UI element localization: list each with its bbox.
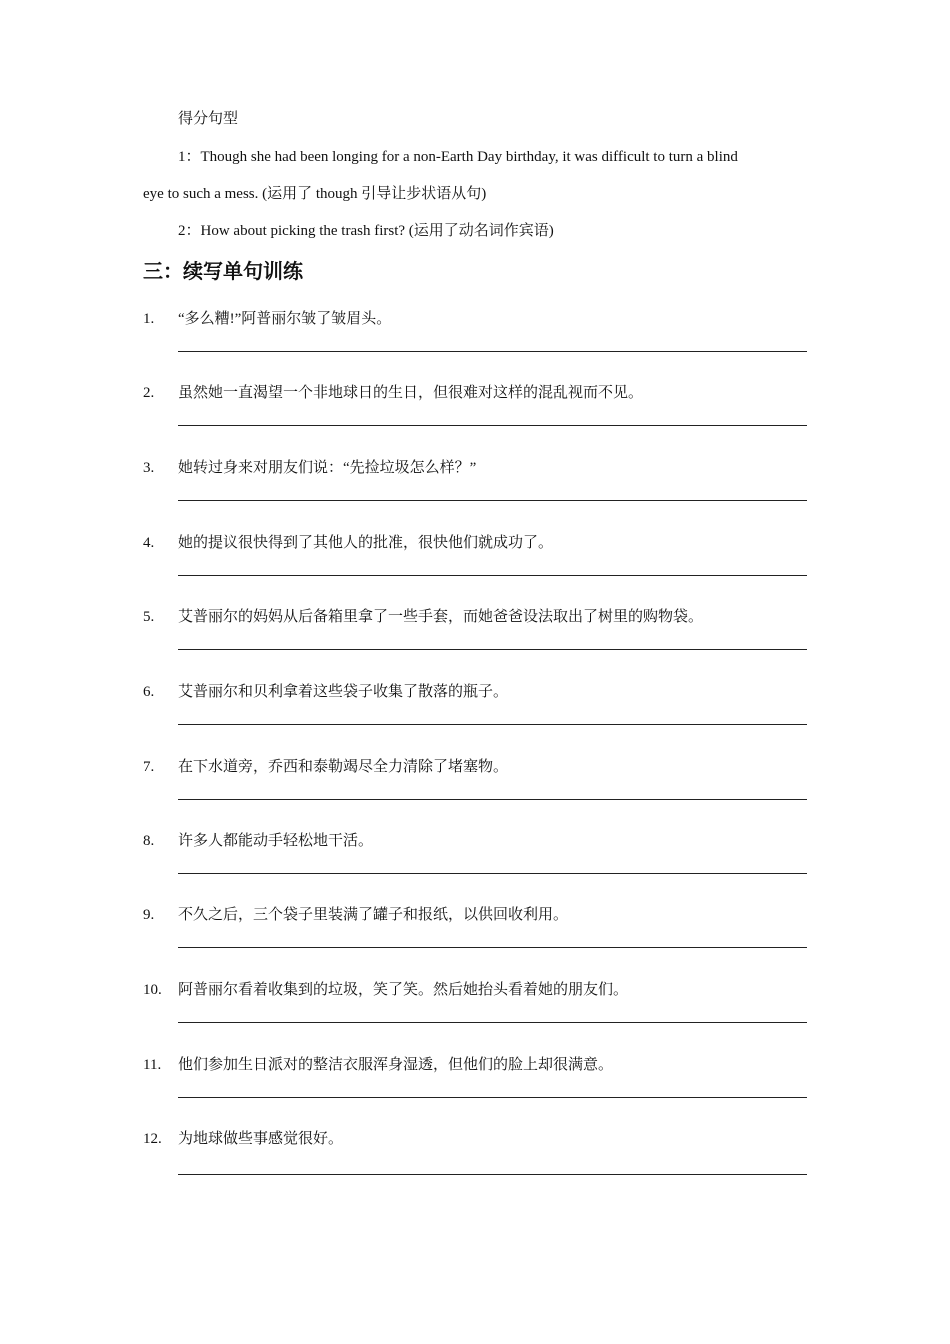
answer-blank[interactable] [178,1022,807,1023]
exercise-prompt: 不久之后，三个袋子里装满了罐子和报纸，以供回收利用。 [178,907,569,923]
exercise-number: 2. [143,385,155,401]
exercise-prompt: 在下水道旁，乔西和泰勒竭尽全力清除了堵塞物。 [178,759,509,775]
score-pattern-1-line-1: 1：Though she had been longing for a non-Earth Day birthday, it was difficult to turn a blind [178,149,738,165]
answer-blank[interactable] [178,425,807,426]
exercise-prompt: 他们参加生日派对的整洁衣服浑身湿透，但他们的脸上却很满意。 [178,1057,614,1073]
score-patterns-heading: 得分句型 [178,111,239,127]
exercise-item [0,905,950,979]
answer-blank[interactable] [178,1097,807,1098]
answer-blank[interactable] [178,873,807,874]
exercise-prompt: 虽然她一直渴望一个非地球日的生日，但很难对这样的混乱视而不见。 [178,385,644,401]
exercise-item [0,831,950,905]
answer-blank[interactable] [178,575,807,576]
exercise-item [0,383,950,457]
answer-blank[interactable] [178,1174,807,1175]
answer-blank[interactable] [178,799,807,800]
score-pattern-1-line-2: eye to such a mess. (运用了 though 引导让步状语从句) [143,186,487,202]
exercise-number: 9. [143,907,155,923]
exercise-number: 6. [143,684,155,700]
exercise-prompt: 阿普丽尔看着收集到的垃圾，笑了笑。然后她抬头看着她的朋友们。 [178,982,629,998]
exercise-item [0,309,950,383]
exercise-number: 10. [143,982,162,998]
exercise-number: 8. [143,833,155,849]
exercise-item [0,458,950,532]
exercise-number: 7. [143,759,155,775]
exercise-item [0,607,950,681]
answer-blank[interactable] [178,351,807,352]
exercise-prompt: 为地球做些事感觉很好。 [178,1131,344,1147]
answer-blank[interactable] [178,649,807,650]
exercise-prompt: 艾普丽尔和贝利拿着这些袋子收集了散落的瓶子。 [178,684,509,700]
exercise-number: 3. [143,460,155,476]
answer-blank[interactable] [178,500,807,501]
exercise-item [0,533,950,607]
section-title: 三：续写单句训练 [143,259,303,283]
exercise-prompt: 艾普丽尔的妈妈从后备箱里拿了一些手套，而她爸爸设法取出了树里的购物袋。 [178,609,704,625]
exercise-prompt: “多么糟!”阿普丽尔皱了皱眉头。 [178,311,392,327]
exercise-prompt: 她转过身来对朋友们说：“先捡垃圾怎么样？” [178,460,477,476]
answer-blank[interactable] [178,724,807,725]
exercise-prompt: 她的提议很快得到了其他人的批准，很快他们就成功了。 [178,535,554,551]
exercise-number: 5. [143,609,155,625]
score-pattern-2: 2：How about picking the trash first? (运用了动名词作宾语) [178,223,554,239]
exercise-number: 11. [143,1057,162,1073]
exercise-number: 4. [143,535,155,551]
exercise-number: 12. [143,1131,162,1147]
answer-blank[interactable] [178,947,807,948]
exercise-item [0,1129,950,1203]
exercise-prompt: 许多人都能动手轻松地干活。 [178,833,374,849]
exercise-item [0,757,950,831]
exercise-item [0,1055,950,1129]
exercise-item [0,980,950,1054]
exercise-item [0,682,950,756]
exercise-number: 1. [143,311,155,327]
